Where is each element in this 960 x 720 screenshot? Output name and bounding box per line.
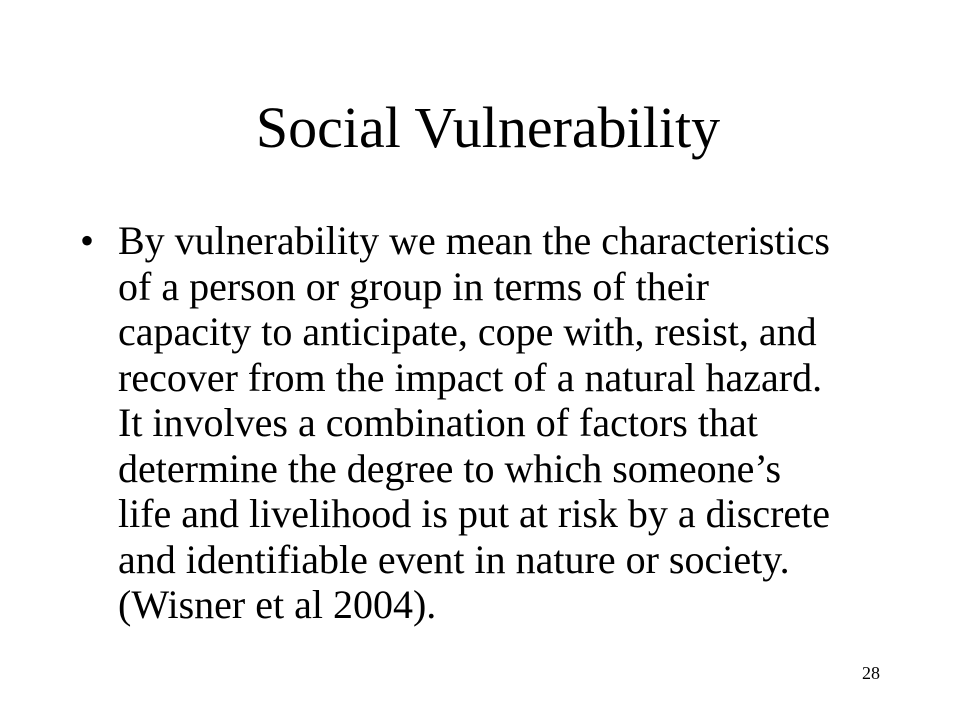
slide-number: 28 <box>862 663 880 683</box>
bullet-text-line: (Wisner et al 2004). <box>118 582 437 627</box>
bullet-text-line: capacity to anticipate, cope with, resist, and <box>118 309 817 354</box>
bullet-text-line: recover from the impact of a natural hazard. <box>118 354 823 400</box>
bullet-text-line: determine the degree to which someone’s <box>118 445 782 491</box>
bullet-item <box>78 218 908 628</box>
bullet-text-line: of a person or group in terms of their <box>118 263 709 309</box>
bullet-text-line: and identifiable event in nature or society. <box>118 536 790 582</box>
bullet-text-line: By vulnerability we mean the characteristics <box>118 218 830 263</box>
bullet-text-line: life and livelihood is put at risk by a discrete <box>118 491 831 536</box>
bullet-list <box>78 218 908 628</box>
slide-title: Social Vulnerability <box>255 95 721 160</box>
bullet-marker: • <box>80 218 95 263</box>
bullet-text-line: It involves a combination of factors that <box>118 400 758 445</box>
